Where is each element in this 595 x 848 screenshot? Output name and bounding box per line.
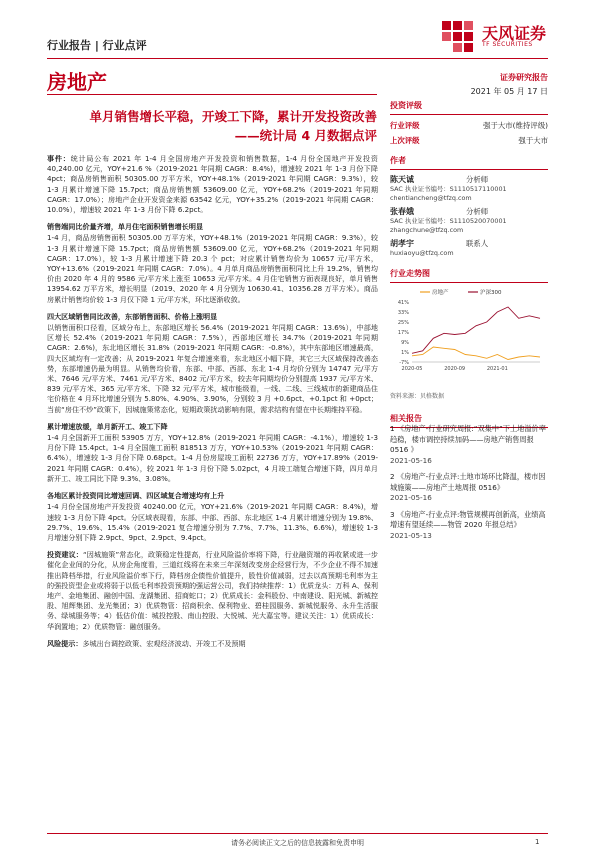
section-heading: 各地区累计投资同比增速回调、四区域复合增速均有上升 (47, 491, 225, 501)
section-text: 1-4 月，商品房销售面积 50305.00 万平方米，YOY+48.1%（2019-2021 年同期 CAGR：9.3%），较 1-3 月累计增速下降 15.7pct；商品房销售额 53609.00 亿元，YOY+68.2%（2019-2021 年同期 CAGR：17.0%），较 1-3 月累计增速下降 20.3 个 pct；对应累计销售均价为 10657 元/平方米，YOY+13.6%（2019-2021 年同期 CAGR：7.0%）。4 月单月商品房销售面积同比上升 19.2%，销售均价由 2020 年 4 月的 9586 元/平方米上涨至 10653 元/平方米。4 月住宅销售方面表现良好，单月销售 13954.62 万平方米，增长明显（2019、2020 年 4 月分别为 10630.41、10356.28 万平方米）。商品房累计销售均价较 1-3 月仅下降 1 元/平方米，环比逐渐收敛。 (47, 233, 378, 304)
event-lead: 事件： (47, 154, 71, 163)
author-role: 联系人 (466, 239, 489, 248)
page-number: 1 (535, 838, 540, 846)
rating-divider (390, 114, 548, 115)
prev-rating-row (390, 135, 548, 146)
y-tick-label: 25% (397, 320, 409, 326)
logo-name: 天风证券 (482, 24, 547, 43)
section-heading: 销售端同比价量齐增，单月住宅面积销售增长明显 (47, 222, 204, 232)
chart-source: 资料来源：贝格数据 (390, 393, 445, 400)
related-report-item[interactable] (390, 472, 548, 504)
y-tick-label: 9% (401, 340, 409, 346)
rating-header: 投资评级 (390, 101, 422, 110)
related-header: 相关报告 (390, 414, 422, 423)
y-tick-label: -7% (399, 360, 409, 366)
header-category: 行业报告 | 行业点评 (47, 39, 147, 52)
y-tick-label: 17% (397, 330, 409, 336)
logo-subtitle: TF SECURITIES (482, 41, 533, 48)
advice-lead: 投资建议： (47, 550, 83, 560)
industry-rating-value: 强于大市(维持评级) (483, 121, 548, 130)
trend-chart (390, 284, 548, 384)
related-list (390, 424, 548, 547)
x-tick-label: 2020-09 (444, 366, 466, 372)
investment-advice (47, 550, 378, 632)
event-text: 统计局公布 2021 年 1-4 月全国房地产开发投资和销售数据，1-4 月份全国地产开发投资 40,240.00 亿元，YOY+21.6 %（2019-2021 年同期 CAGR：8.4%)，增速较 2021 年 1-3 月份下降 4pct；商品房销售面积 50305.00 万平方米，YOY+48.1%（2019-2021 年同期 CAGR：9.3%），较 1-3 月累计增速下降 15.7pct；商品房销售额 53609.00 亿元，YOY+68.2%（2019-2021 年同期 CAGR：17.0%）；房地产企业开发资金来源 63542 亿元，YOY+35.2%（2019-2021 年同期 CAGR：10.0%），增速较 2021 年 1-3 月份下降 6.2pct。 (47, 154, 379, 215)
author-name: 陈天诚 (390, 175, 414, 184)
author-email[interactable]: huxiaoyu@tfzq.com (390, 249, 454, 257)
footer-disclaimer: 请务必阅读正文之后的信息披露和免责申明 (231, 839, 364, 847)
report-title: 单月销售增长平稳，开竣工下降，累计开发投资改善 (89, 109, 377, 124)
trend-header: 行业走势图 (390, 269, 430, 278)
header-divider (47, 58, 548, 59)
authors-divider (390, 169, 548, 170)
authors-block (390, 155, 548, 258)
advice-text: “因城施策”常态化，政策稳定性提高，行业风险溢价率将下降，行业融资端的再收紧或进一步催化企业间的分化，从房企角度看，三道红线将在未来三年深刻改变房企经营行为，不少企业不得不加速推出降档举措，行业风险溢价率下行，降档房企债性价值提升，股性价值减弱，过去以高预期毛利率为主的强投资型企业或将弱于以低毛利率投资预期的强运营公司，我们持续推荐：1）优质龙头：万科 A、保利地产、金地集团、融创中国、龙湖集团、招商蛇口；2）优质成长：金科股份、中南建设、阳光城、新城控股、旭辉集团、龙光集团；3）优质物管：招商积余、保利物业、碧桂园服务、新城悦服务、永升生活服务、绿城服务等；4）低估价值：城投控股、南山控股、大悦城、光大嘉宝等。建议关注：1）优质成长：华润置地；2）优质物管：融创服务。 (47, 550, 378, 631)
report-subtitle: ——统计局 4 月数据点评 (234, 128, 377, 143)
author-email[interactable]: zhangchune@tfzq.com (390, 226, 464, 234)
author-name: 胡孝宇 (390, 239, 414, 248)
legend-label: 房地产 (432, 290, 449, 296)
section-heading: 累计增速放缓，单月新开工、竣工下降 (47, 421, 168, 431)
footer-divider (47, 833, 548, 834)
industry-rating-row (390, 120, 548, 131)
author-role: 分析师 (466, 207, 489, 216)
series-line-1 (412, 307, 540, 353)
author-name: 张春娥 (390, 207, 414, 216)
series-line-0 (412, 347, 540, 360)
risk-warning (47, 639, 378, 649)
y-tick-label: 33% (397, 310, 409, 316)
y-tick-label: 41% (397, 300, 409, 306)
prev-rating-value: 强于大市 (518, 136, 548, 145)
sector-title: 房地产 (47, 70, 107, 94)
report-type: 证券研究报告 (500, 73, 548, 82)
related-report-title[interactable]: 1 《房地产-行业研究周报:“双集中”下土地溢价率趋稳，楼市调控持续加码——房地产销售周报 0516 》 (390, 424, 546, 454)
event-paragraph (47, 154, 378, 215)
industry-rating-label: 行业评级 (390, 121, 420, 130)
related-report-date: 2021-05-13 (390, 530, 432, 540)
y-tick-label: 1% (401, 350, 409, 356)
report-date: 2021 年 05 月 17 日 (470, 87, 548, 96)
section-text: 1-4 月全国新开工面积 53905 万方，YOY+12.8%（2019-2021 年同期 CAGR：-4.1%），增速较 1-3 月份下降 15.4pct。1-4 月全国施工面积 818513 万方，YOY+10.53%（2019-2021 年同期 CAGR：6.4%），增速较 1-3 月份下降 0.68pct。1-4 月份房屋竣工面积 22736 万方，YOY+17.89%（2019-2021 年同期 CAGR：0.4%），较 2021 年 1-3 月份下降 5.02pct，4 月竣工端复合增速下降，四月单月新开工、竣工同比下降 9.3%、3.08%。 (47, 433, 378, 483)
risk-lead: 风险提示： (47, 638, 83, 648)
related-report-item[interactable] (390, 424, 548, 466)
authors-header: 作者 (390, 156, 406, 165)
section-heading: 四大区域销售同比改善，东部销售面积、价格上涨明显 (47, 311, 218, 321)
section-text: 以销售面积口径看，区域分布上，东部地区增长 56.4%（2019-2021 年同期 CAGR：13.6%），中部地区增长 52.4%（2019-2021 年同期 CAGR：7.5%），西部地区增长 34.7%（2019-2021 年同期 CAGR：2.6%)，东北地区增长 31.8%（2019-2021 年同期 CAGR：-0.8%），其中东部地区增速最高，四大区域均有一定改善；从 2019-2021 年复合增速来看，东北地区小幅下降，其它三大区域保持改善态势，东部增速仍最为明显。从销售均价看，东部、中部、西部、东北 1-4 月均价分别为 14747 元/平方米、7646 元/平方米、7461 元/平方米、8402 元/平方米，较去年同期均价分别提高 1937 元/平方米、839 元/平方米、365 元/平方米、下降 32 元/平方米，城市能级看，一线、二线、三线城市的新建商品住宅价格在 4 月环比增速分别为 5.80%、4.90%、3.90%，分别较 3 月 +0.6pct、+0.1pct 和 +0pct；当前“房住不炒”政策下，因城施策常态化，短期政策扰动影响有限，需求结构有望在中长期维持平稳。 (47, 323, 378, 414)
risk-text: 多城出台调控政策、宏观经济波动、开竣工不及预期 (82, 638, 246, 648)
sector-divider (47, 94, 377, 95)
related-report-title[interactable]: 3 《房地产-行业点评:物管规模再创新高，业绩高增速有望延续——物管 2020 年报总结》 (390, 509, 546, 529)
trend-block (390, 268, 548, 283)
rating-block (390, 100, 548, 146)
related-report-date: 2021-05-16 (390, 493, 432, 502)
author-row (390, 206, 548, 217)
prev-rating-label: 上次评级 (390, 136, 420, 145)
legend-label: 沪深300 (480, 290, 502, 296)
related-report-item[interactable] (390, 510, 548, 542)
author-cert: SAC 执业证书编号：S1110520070001 (390, 217, 507, 225)
related-report-date: 2021-05-16 (390, 455, 432, 465)
author-row (390, 174, 548, 185)
author-role: 分析师 (466, 175, 489, 184)
logo-icon (438, 17, 478, 57)
author-cert: SAC 执业证书编号：S1110517110001 (390, 185, 507, 193)
x-tick-label: 2021-01 (486, 366, 508, 372)
section-text: 1-4 月份全国房地产开发投资 40240.00 亿元，YOY+21.6%（2019-2021 年同期 CAGR：8.4%)，增速较 1-3 月份下降 4pct。分区域表现看，东部、中部、西部、东北地区 1-4 月累计增速分别为 19.8%、29.7%、19.6%、15.4%（2019-2021 复合增速分别为 7.7%、7.7%、11.3%、6.6%)，增速较 1-3 月增速分别下降 2.9pct、9pct、2.9pct、9.4pct。 (47, 502, 378, 542)
author-email[interactable]: chentiancheng@tfzq.com (390, 194, 472, 202)
related-report-title[interactable]: 2 《房地产-行业点评:土地市场环比降温，楼市因城施策——房地产土地周报 0516》 (390, 472, 546, 492)
x-tick-label: 2020-05 (401, 366, 423, 372)
trend-divider (390, 282, 548, 283)
author-row (390, 238, 548, 249)
body-column (47, 154, 378, 656)
